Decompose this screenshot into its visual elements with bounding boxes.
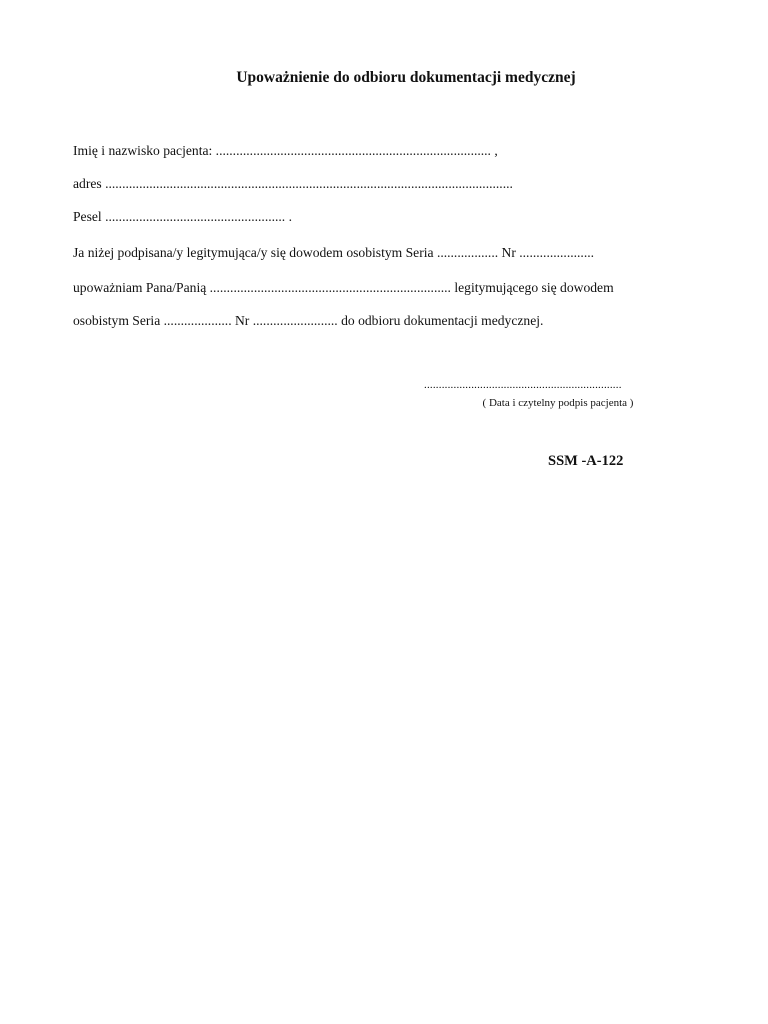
patient-name-line: Imię i nazwisko pacjenta: ................................................................................. , [73, 143, 498, 158]
authorized-id-line: osobistym Seria .................... Nr ......................... do odbioru dokumentacji medycznej. [73, 313, 544, 328]
authorized-person-line: upoważniam Pana/Panią ....................................................................... legitymującego się dowodem [73, 280, 614, 295]
id-document-line: Ja niżej podpisana/y legitymująca/y się dowodem osobistym Seria .................. Nr ...................... [73, 245, 595, 260]
document-title: Upoważnienie do odbioru dokumentacji medycznej [236, 69, 576, 86]
signature-caption: ( Data i czytelny podpis pacjenta ) [482, 397, 634, 409]
address-line: adres ........................................................................................................................ [73, 176, 513, 191]
pesel-line: Pesel ..................................................... . [73, 209, 293, 224]
signature-line: ................................................................... [424, 379, 622, 391]
form-code: SSM -A-122 [548, 453, 624, 469]
